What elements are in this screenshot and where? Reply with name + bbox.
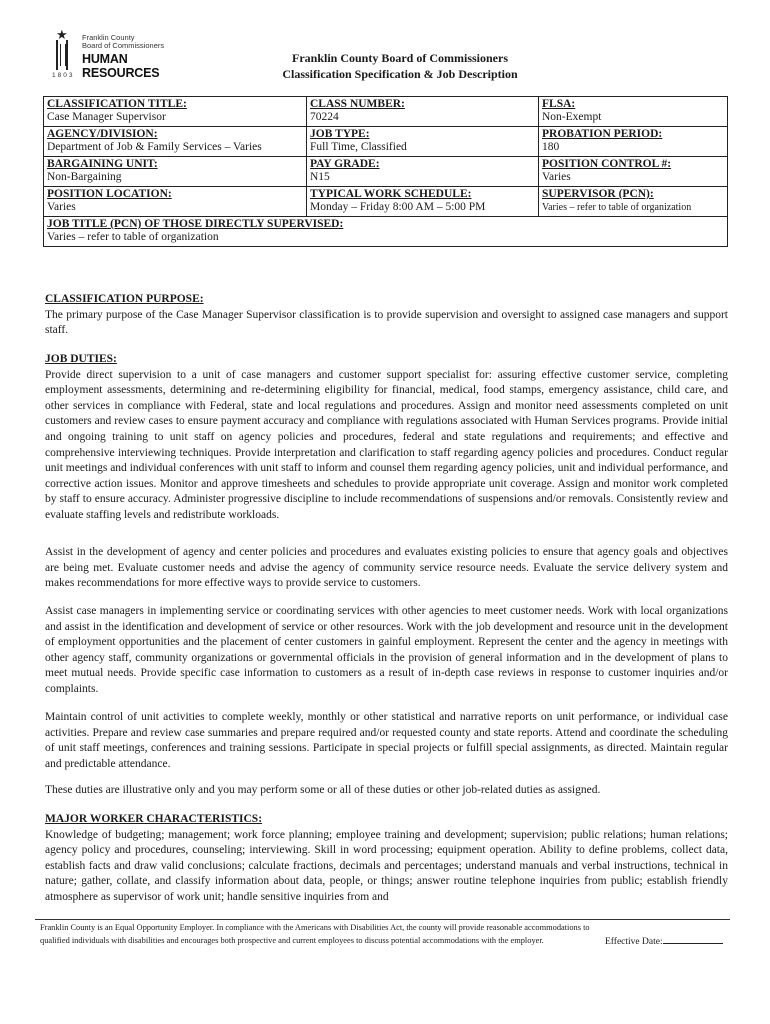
classification-info-table: [43, 96, 728, 247]
job-type-value: Full Time, Classified: [310, 141, 407, 153]
table-row: [44, 217, 728, 247]
worker-characteristics-section: [45, 812, 728, 906]
classification-purpose-text: The primary purpose of the Case Manager Supervisor classification is to provide supervision and oversight to assigned case managers and support staff.: [45, 308, 728, 337]
star-icon: ★: [56, 27, 68, 42]
supervisor-value: Varies – refer to table of organization: [542, 202, 692, 213]
effective-date-blank: [663, 934, 723, 944]
probation-label: PROBATION PERIOD:: [542, 128, 663, 140]
schedule-value: Monday – Friday 8:00 AM – 5:00 PM: [310, 201, 486, 213]
classification-purpose-section: [45, 292, 728, 339]
position-control-value: Varies: [542, 171, 571, 183]
effective-date: [605, 934, 723, 947]
classification-purpose-heading: CLASSIFICATION PURPOSE:: [45, 293, 204, 305]
agency-cell: [44, 127, 307, 157]
pay-grade-cell: [307, 157, 539, 187]
job-type-label: JOB TYPE:: [310, 128, 370, 140]
logo-line-board: Board of Commissioners: [82, 41, 165, 50]
job-duties-paragraph: Assist in the development of agency and center policies and procedures and evaluates existing policies to ensure that agency goals and objectives are being met. Evaluate customer needs and advise the agency of community service resource needs. Evaluate the service delivery system and makes recommendations for more effective ways to provide service to customers.: [45, 546, 728, 590]
position-control-label: POSITION CONTROL #:: [542, 158, 672, 170]
flsa-cell: [539, 97, 728, 127]
supervisor-label: SUPERVISOR (PCN):: [542, 188, 654, 200]
position-location-label: POSITION LOCATION:: [47, 188, 172, 200]
agency-value: Department of Job & Family Services – Varies: [47, 141, 262, 153]
probation-cell: [539, 127, 728, 157]
document-title: Classification Specification & Job Description: [282, 67, 518, 81]
job-duties-section: [45, 710, 728, 772]
position-control-cell: [539, 157, 728, 187]
pay-grade-value: N15: [310, 171, 330, 183]
table-row: [44, 97, 728, 127]
probation-value: 180: [542, 141, 560, 153]
class-number-value: 70224: [310, 111, 339, 123]
footer-divider: [35, 919, 730, 920]
job-duties-note: These duties are illustrative only and you may perform some or all of these duties or other job-related duties as assigned.: [45, 784, 601, 796]
bargaining-cell: [44, 157, 307, 187]
flsa-value: Non-Exempt: [542, 111, 602, 123]
logo-line-county: Franklin County: [82, 33, 135, 42]
table-row: [44, 127, 728, 157]
job-type-cell: [307, 127, 539, 157]
logo-year: 1803: [52, 72, 75, 79]
directly-supervised-label: JOB TITLE (PCN) OF THOSE DIRECTLY SUPERVISED:: [47, 218, 344, 230]
flsa-label: FLSA:: [542, 98, 576, 110]
schedule-label: TYPICAL WORK SCHEDULE:: [310, 188, 472, 200]
directly-supervised-cell: [44, 217, 728, 247]
job-duties-section: [45, 604, 728, 698]
courthouse-tower-icon: [56, 40, 68, 70]
eeo-statement: Franklin County is an Equal Opportunity Employer. In compliance with the Americans with Disabilities Act, the county will provide reasonable accommodations to qualified individuals with disabilities and encourages both prospective and current employees to discuss potential accommodations with the employer.: [40, 923, 590, 945]
position-location-value: Varies: [47, 201, 76, 213]
job-duties-paragraph: Provide direct supervision to a unit of case managers and customer support specialist for: assuring effective customer service, completing employment assessments, determining and re-determining eligibility for financial, medical, food stamps, emergency assistance, child care, and other services in compliance with Federal, state and local regulations and procedures. Assign and monitor need assessments completed on unit customers and review cases to ensure payment accuracy and compliance with regulations associated with Human Services programs. Provide initial and ongoing training to unit staff on agency policies and procedures, federal and state regulations and requirements; and effective and comprehensive interviewing techniques. Provide interpretation and clarification to staff regarding agency policies and procedures. Conduct regular unit meetings and individual conferences with unit staff to inform and counsel them regarding agency policies, unit and individual performance, and corrective action issues. Monitor and approve timesheets and schedules to provide appropriate unit coverage. Assign and monitor work completed by staff to ensure accuracy. Administer progressive discipline to include recommendations of suspensions and/or removals. Consistently review and evaluate staffing levels and redistribute workloads.: [45, 368, 728, 521]
job-duties-heading: JOB DUTIES:: [45, 353, 117, 365]
franklin-county-hr-logo: [50, 28, 190, 84]
bargaining-value: Non-Bargaining: [47, 171, 122, 183]
pay-grade-label: PAY GRADE:: [310, 158, 380, 170]
position-location-cell: [44, 187, 307, 217]
class-number-cell: [307, 97, 539, 127]
classification-title-cell: [44, 97, 307, 127]
org-title: Franklin County Board of Commissioners: [291, 51, 509, 65]
job-duties-section: [45, 352, 728, 524]
classification-title-value: Case Manager Supervisor: [47, 111, 166, 123]
worker-characteristics-text: Knowledge of budgeting; management; work force planning; employee training and development; supervision; public relations; human relations; agency policy and procedures, counseling; interviewing. Skill in word processing; equipment operation. Ability to define problems, collect data, establish facts and draw valid conclusions; calculate fractions, decimals and percentages; understand manuals and verbal instructions, technical in nature; gather, collate, and classify information about data, people, or things; answer routine telephone inquiries from public; establish friendly atmosphere as supervisor of work unit; handle sensitive inquiries from and: [45, 828, 728, 903]
job-duties-section: [45, 545, 728, 592]
logo-brand: HUMAN RESOURCES: [82, 52, 160, 80]
worker-characteristics-heading: MAJOR WORKER CHARACTERISTICS:: [45, 813, 263, 825]
schedule-cell: [307, 187, 539, 217]
directly-supervised-value: Varies – refer to table of organization: [47, 231, 219, 243]
agency-label: AGENCY/DIVISION:: [47, 128, 158, 140]
effective-date-label: Effective Date:: [605, 937, 663, 947]
job-duties-paragraph: Assist case managers in implementing service or coordinating services with other agencies to meet customer needs. Work with local organizations and assist in the identification and development of service or other resources. Work with the job development and resource unit in the development of employment opportunities and the placement of center customers in gainful employment. Represent the center and the agency in meetings with other agency staff, community organizations or governmental officials in the provision of general information and in the development of plans to meet mutual needs. Provide specific case information to customers as a result of in-depth case reviews in response to customer inquiries and/or complaints.: [45, 605, 728, 695]
classification-title-label: CLASSIFICATION TITLE:: [47, 98, 187, 110]
bargaining-label: BARGAINING UNIT:: [47, 158, 158, 170]
job-duties-paragraph: Maintain control of unit activities to complete weekly, monthly or other statistical and narrative reports on unit performance, or individual case activities. Prepare and review case summaries and prepare required and/or requested county and state reports. Attend and coordinate the scheduling of unit staff meetings, conferences and training sessions. Participate in special projects or fulfill special assignments, as directed. Maintain regular and predictable attendance.: [45, 711, 728, 770]
job-duties-section: [45, 783, 728, 799]
supervisor-cell: [539, 187, 728, 217]
table-row: [44, 187, 728, 217]
class-number-label: CLASS NUMBER:: [310, 98, 405, 110]
table-row: [44, 157, 728, 187]
